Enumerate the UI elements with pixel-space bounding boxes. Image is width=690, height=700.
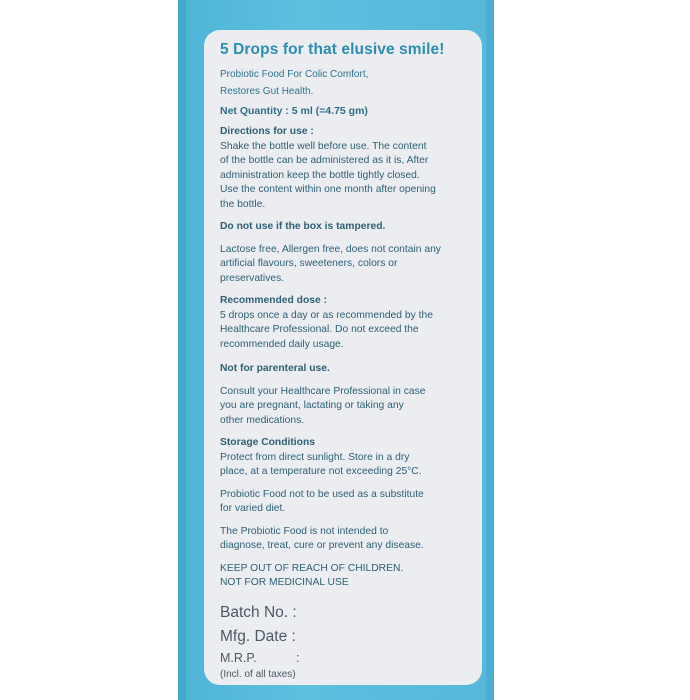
directions-heading: Directions for use :: [220, 126, 314, 137]
allergen-line: Lactose free, Allergen free, does not contain any: [220, 243, 441, 255]
mfg-field: [220, 625, 482, 649]
consult-line: Consult your Healthcare Professional in case: [220, 385, 426, 397]
directions-line: of the bottle can be administered as it is, After: [220, 155, 429, 166]
tamper-warning: Do not use if the box is tampered.: [220, 221, 386, 232]
dose-heading: Recommended dose :: [220, 295, 327, 306]
storage-line: place, at a temperature not exceeding 25°C.: [220, 466, 422, 477]
subtitle-line: Restores Gut Health.: [220, 86, 314, 97]
substitute-line: Probiotic Food not to be used as a substitute: [220, 488, 424, 500]
directions-line: administration keep the bottle tightly closed.: [220, 169, 420, 181]
dose-line: 5 drops once a day or as recommended by the: [220, 309, 433, 321]
label-panel: [204, 30, 482, 685]
mrp-colon: :: [296, 650, 300, 665]
batch-field: [220, 601, 482, 625]
mrp-field: [220, 649, 482, 667]
box-left-edge: [178, 0, 186, 700]
mrp-label: M.R.P.: [220, 650, 257, 665]
box-right-edge: [486, 0, 494, 700]
storage-line: Protect from direct sunlight. Store in a dry: [220, 451, 410, 463]
parenteral-warning: Not for parenteral use.: [220, 363, 330, 374]
mfg-label: Mfg. Date :: [220, 627, 296, 645]
consult-line: other medications.: [220, 414, 305, 426]
substitute-line: for varied diet.: [220, 503, 286, 514]
disease-line: The Probiotic Food is not intended to: [220, 525, 389, 537]
allergen-line: artificial flavours, sweeteners, colors or: [220, 258, 398, 269]
directions-line: Shake the bottle well before use. The content: [220, 140, 427, 152]
directions-line: the bottle.: [220, 198, 266, 210]
caution-line: NOT FOR MEDICINAL USE: [220, 577, 349, 588]
dose-line: recommended daily usage.: [220, 338, 344, 350]
consult-line: you are pregnant, lactating or taking any: [220, 400, 404, 411]
storage-heading: Storage Conditions: [220, 437, 315, 448]
allergen-line: preservatives.: [220, 272, 285, 284]
subtitle-line: Probiotic Food For Colic Comfort,: [220, 69, 369, 80]
directions-line: Use the content within one month after opening: [220, 184, 436, 195]
dose-line: Healthcare Professional. Do not exceed the: [220, 324, 419, 335]
headline: 5 Drops for that elusive smile!: [220, 41, 445, 58]
mrp-note: (Incl. of all taxes): [220, 668, 296, 680]
net-quantity: Net Quantity : 5 ml (=4.75 gm): [220, 105, 368, 117]
caution-line: KEEP OUT OF REACH OF CHILDREN.: [220, 562, 404, 574]
disease-line: diagnose, treat, cure or prevent any disease.: [220, 540, 424, 551]
batch-label: Batch No. :: [220, 603, 297, 621]
